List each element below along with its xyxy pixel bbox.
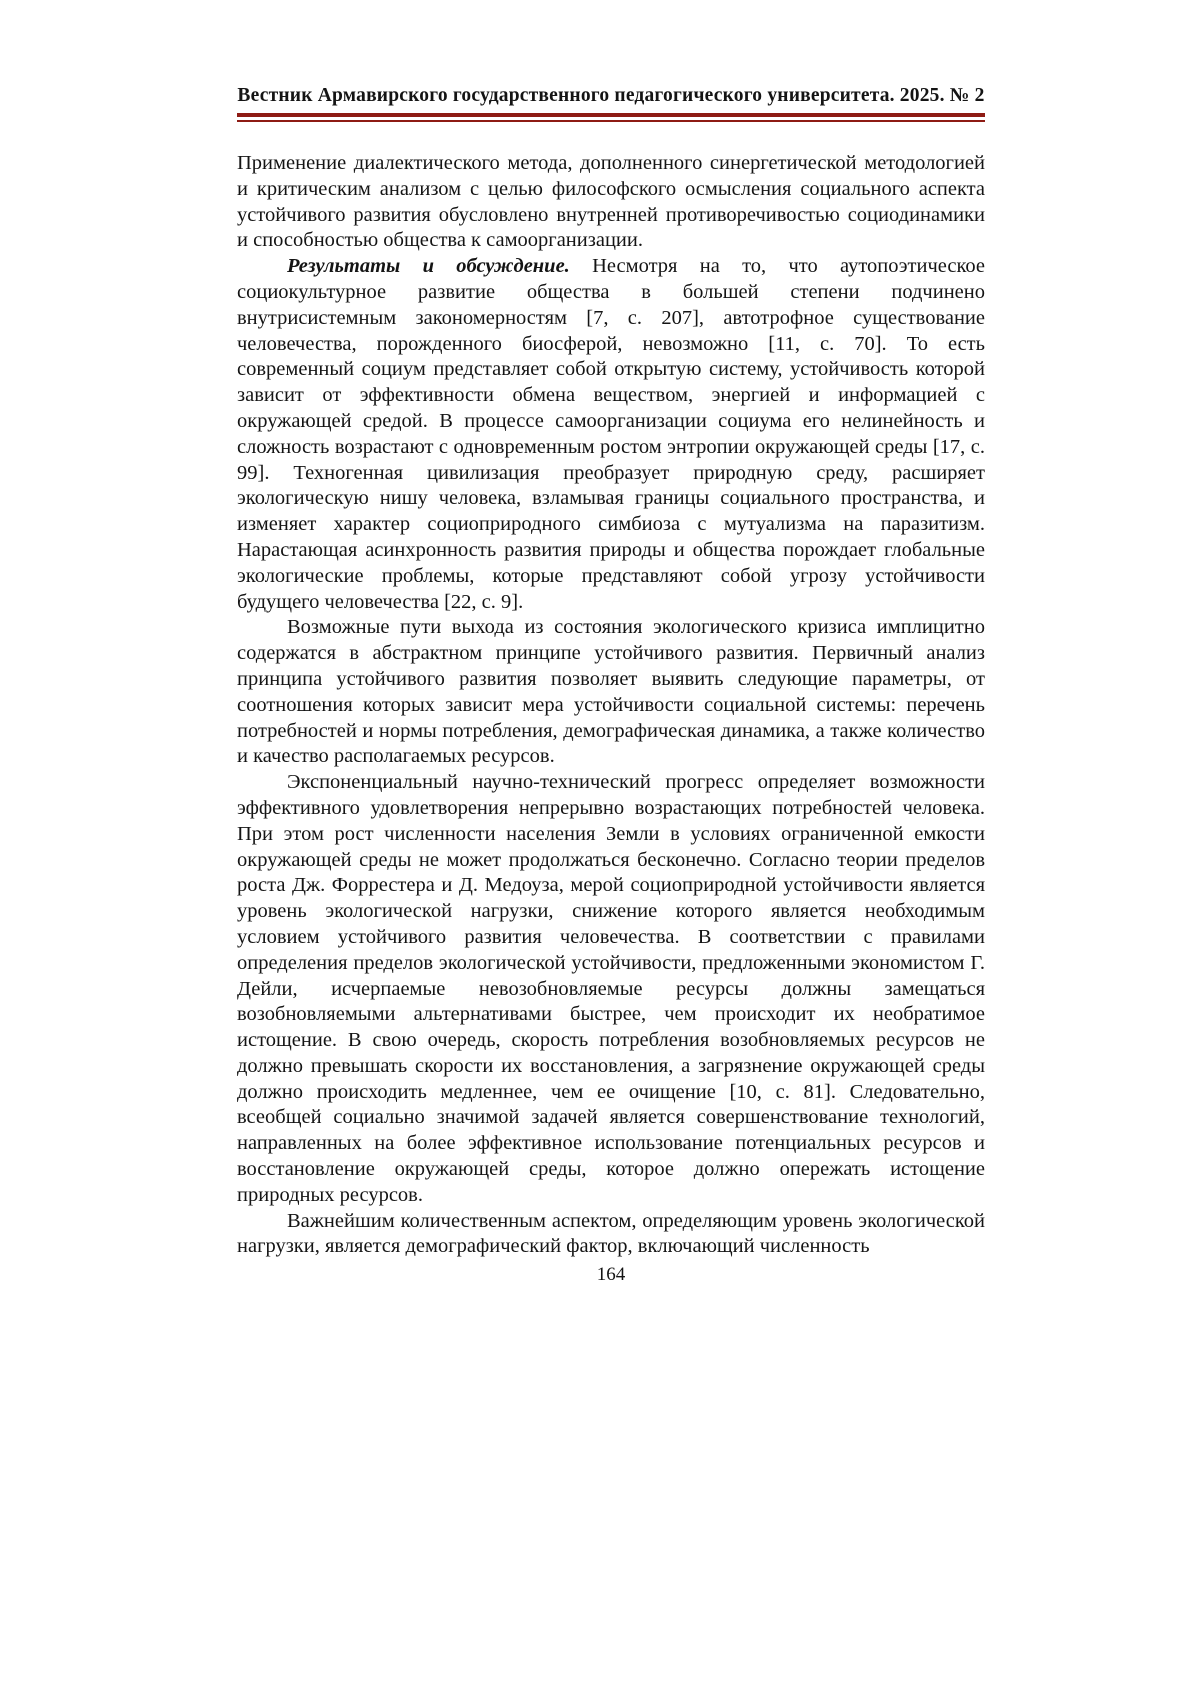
paragraph: Экспоненциальный научно-технический прогресс определяет возможности эффективного удовлетворения непрерывно возрастающих потребностей человека. При этом рост численности населения Земли в условиях ограниченной емкости окружающей среды не может продолжаться бесконечно. Согласно теории пределов роста Дж. Форрестера и Д. Медоуза, мерой социоприродной устойчивости является уровень экологической нагрузки, снижение которого является необходимым условием устойчивого развития человечества. В соответствии с правилами определения пределов экологической устойчивости, предложенными экономистом Г. Дейли, исчерпаемые невозобновляемые ресурсы должны замещаться возобновляемыми альтернативами быстрее, чем происходит их необратимое истощение. В свою очередь, скорость потребления возобновляемых ресурсов не должно превышать скорости их восстановления, а загрязнение окружающей среды должно происходить медленнее, чем ее очищение [10, с. 81]. Следовательно, всеобщей социально значимой задачей является совершенствование технологий, направленных на более эффективное использование потенциальных ресурсов и восстановление окружающей среды, которое должно опережать истощение природных ресурсов. [237, 771, 985, 1206]
paragraph: Важнейшим количественным аспектом, определяющим уровень экологической нагрузки, является демографический фактор, включающий численность [237, 1209, 985, 1258]
paragraph: Возможные пути выхода из состояния экологического кризиса имплицитно содержатся в абстрактном принципе устойчивого развития. Первичный анализ принципа устойчивого развития позволяет выявить следующие параметры, от соотношения которых зависит мера устойчивости социальной системы: перечень потребностей и нормы потребления, демографическая динамика, а также количество и качество располагаемых ресурсов. [237, 616, 985, 768]
paragraph-lead: Результаты и обсуждение. [287, 255, 593, 278]
paragraph: Применение диалектического метода, дополненного синергетической методологией и критическим анализом с целью философского осмысления социального аспекта устойчивого развития обусловлено внутренней противоречивостью социодинамики и способностью общества к самоорганизации. [237, 152, 985, 252]
article-body [237, 151, 985, 1260]
paragraph: Результаты и обсуждение. Несмотря на то, что аутопоэтическое социокультурное развитие общества в большей степени подчинено внутрисистемным закономерностям [7, с. 207], автотрофное существование человечества, порожденного биосферой, невозможно [11, с. 70]. То есть современный социум представляет собой открытую систему, устойчивость которой зависит от эффективности обмена веществом, энергией и информацией с окружающей средой. В процессе самоорганизации социума его нелинейность и сложность возрастают с одновременным ростом энтропии окружающей среды [17, с. 99]. Техногенная цивилизация преобразует природную среду, расширяет экологическую нишу человека, взламывая границы социального пространства, и изменяет характер социоприродного симбиоза с мутуализма на паразитизм. Нарастающая асинхронность развития природы и общества порождает глобальные экологические проблемы, которые представляют собой угрозу устойчивости будущего человечества [22, с. 9]. [237, 255, 985, 613]
page-number: 164 [596, 1264, 626, 1285]
page-content [237, 84, 985, 1260]
journal-header-title: Вестник Армавирского государственного педагогического университета. 2025. № 2 [237, 85, 985, 106]
header-rule [237, 113, 985, 122]
